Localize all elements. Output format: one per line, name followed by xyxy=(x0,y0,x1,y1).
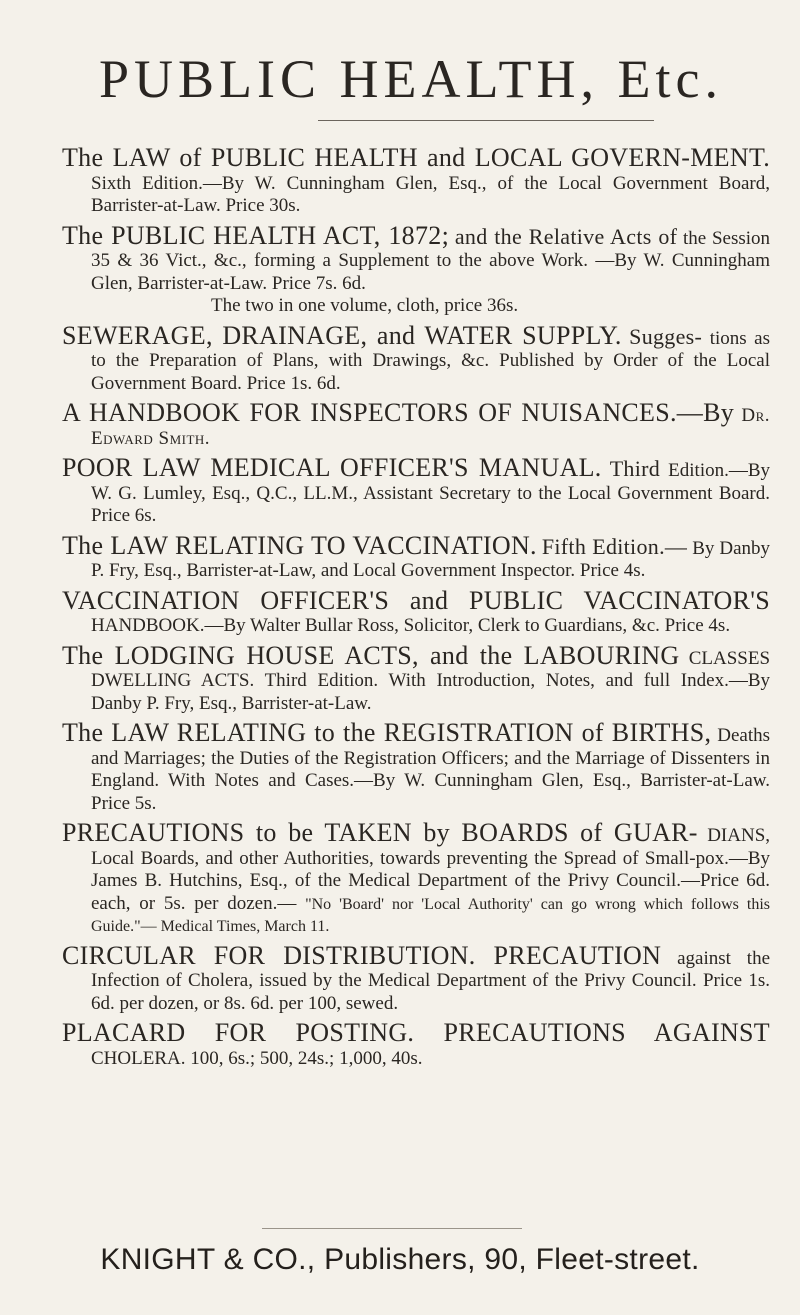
footer-rule xyxy=(262,1228,522,1229)
entry-body: Edition.—By W. G. Lumley, Esq., Q.C., LL.M., Assistant Secretary to the Local Government Board. Price 6s. xyxy=(91,460,771,526)
entry-note: The two in one volume, cloth, price 36s. xyxy=(211,295,519,316)
entry-precautions-guardians xyxy=(62,818,771,938)
publisher-footer: KNIGHT & CO., Publishers, 90, Fleet-street. xyxy=(100,1243,700,1276)
entry-registration-law xyxy=(62,718,770,815)
entry-vaccination-law xyxy=(62,530,771,583)
entry-body: CLASSES DWELLING ACTS. Third Edition. With Introduction, Notes, and full Index.—By Danby P. Fry, Esq., Barrister-at-Law. xyxy=(91,647,771,714)
page-heading: PUBLIC HEALTH, Etc. xyxy=(99,49,723,109)
entry-title: VACCINATION OFFICER'S and PUBLIC VACCINATOR'S xyxy=(62,585,770,615)
entry-body: Sixth Edition.—By W. Cunningham Glen, Esq., of the Local Government Board, Barrister-at-Law. Price 30s. xyxy=(91,172,770,216)
entry-title-cont: Third xyxy=(609,456,661,481)
entry-title: The PUBLIC HEALTH ACT, 1872; xyxy=(62,220,450,250)
entry-title: PRECAUTIONS to be TAKEN by BOARDS of GUAR- xyxy=(62,818,698,847)
entry-body: Deaths and Marriages; the Duties of the Registration Officers; and the Marriage of Dissenters in England. With Notes and Cases.—By W. Cunningham Glen, Esq., Barrister-at-Law. Price 5s. xyxy=(91,725,770,814)
entry-body: tions as to the Preparation of Plans, with Drawings, &c. Published by Order of the Local Government Board. Price 1s. 6d. xyxy=(91,327,770,394)
entry-body: against the Infection of Cholera, issued by the Medical Department of the Privy Council. Price 1s. 6d. per dozen, or 8s. 6d. per 100, sewed. xyxy=(91,947,771,1014)
entry-title: PLACARD FOR POSTING. PRECAUTIONS AGAINST xyxy=(62,1018,770,1047)
entry-title-cont: Fifth Edition.— xyxy=(541,533,688,559)
entry-body: the Session 35 & 36 Vict., &c., forming a Supplement to the above Work. —By W. Cunningham Glen, Barrister-at-Law. Price 7s. 6d. xyxy=(91,227,771,294)
entry-poor-law-manual xyxy=(62,453,771,528)
entry-body: HANDBOOK.—By Walter Bullar Ross, Solicitor, Clerk to Guardians, &c. Price 4s. xyxy=(91,615,731,636)
entry-title: The LAW RELATING TO VACCINATION. xyxy=(62,530,537,560)
entry-vaccination-handbook xyxy=(62,585,770,638)
entry-placard-posting xyxy=(62,1018,770,1070)
entry-public-health-law xyxy=(62,143,770,218)
entry-body: By Danby P. Fry, Esq., Barrister-at-Law, and Local Government Inspector. Price 4s. xyxy=(91,537,771,581)
entry-title-cont: Sugges- xyxy=(629,323,703,349)
entry-title: A HANDBOOK FOR INSPECTORS OF NUISANCES.—By xyxy=(62,398,735,427)
entry-title: The LAW of PUBLIC HEALTH and LOCAL GOVERN-MENT. xyxy=(62,143,770,172)
heading-rule xyxy=(318,120,654,121)
entry-title: SEWERAGE, DRAINAGE, and WATER SUPPLY. xyxy=(62,320,622,350)
entry-body: CHOLERA. 100, 6s.; 500, 24s.; 1,000, 40s. xyxy=(91,1047,423,1069)
entry-list xyxy=(62,143,771,1070)
entry-title: POOR LAW MEDICAL OFFICER'S MANUAL. xyxy=(62,453,602,482)
entry-sewerage xyxy=(62,320,770,396)
entry-body: DIANS, Local Boards, and other Authorities, towards preventing the Spread of Small-pox.—By James B. Hutchins, Esq., of the Medical Department of the Privy Council.—Price 6d. each, or 5s. per dozen.— xyxy=(91,825,771,914)
entry-title: The LODGING HOUSE ACTS, and the LABOURING xyxy=(62,640,680,670)
entry-quote: "No 'Board' nor 'Local Authority' can go wrong which follows this Guide."— Medical Times, March 11. xyxy=(91,895,770,935)
entry-body: Dr. Edward Smith. xyxy=(91,405,770,449)
entry-title: CIRCULAR FOR DISTRIBUTION. PRECAUTION xyxy=(62,940,662,970)
entry-circular-distribution xyxy=(62,940,771,1016)
entry-handbook-inspectors xyxy=(62,398,770,450)
entry-public-health-act xyxy=(62,220,771,318)
entry-title: The LAW RELATING to the REGISTRATION of BIRTHS, xyxy=(62,718,712,747)
entry-title-cont: and the Relative Acts of xyxy=(454,223,678,249)
entry-lodging-house xyxy=(62,640,771,716)
